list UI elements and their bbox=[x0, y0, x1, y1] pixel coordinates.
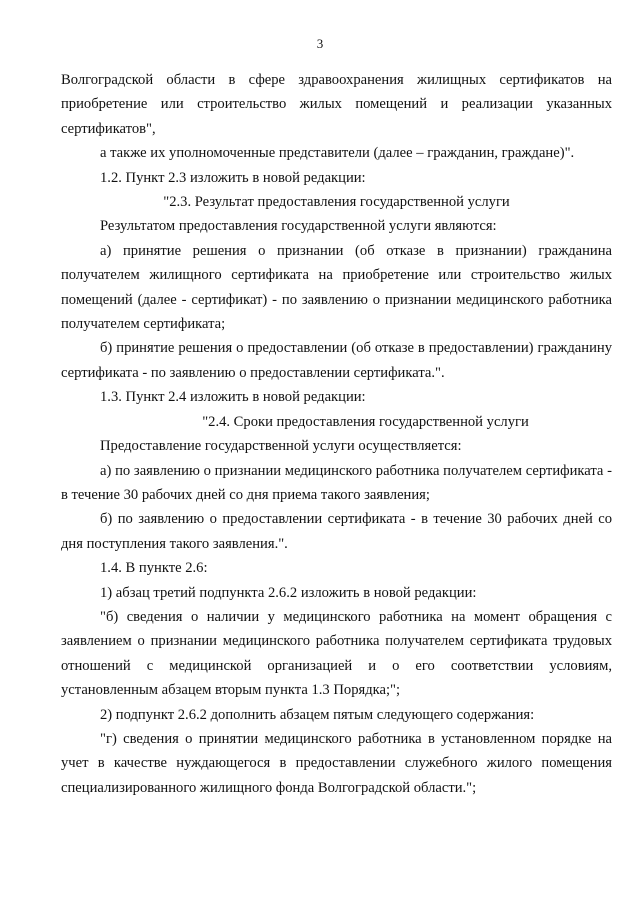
paragraph-item-1-4: 1.4. В пункте 2.6: bbox=[100, 560, 208, 577]
section-heading-2-3: "2.3. Результат предоставления государственной услуги bbox=[163, 194, 510, 211]
paragraph-item-1-2: 1.2. Пункт 2.3 изложить в новой редакции: bbox=[100, 169, 366, 186]
paragraph-subitem-2: 2) подпункт 2.6.2 дополнить абзацем пятым следующего содержания: bbox=[100, 706, 535, 723]
section-heading-2-4: "2.4. Сроки предоставления государственной услуги bbox=[202, 413, 529, 430]
page-number: 3 bbox=[316, 36, 324, 51]
paragraph-result-a: а) принятие решения о признании (об отказе в признании) гражданина получателем жилищного сертификата на приобретение или строительство жилых помещений (далее - сертификат) - по заявлению о признании медицинского работника получателем сертификата; bbox=[61, 242, 612, 333]
paragraph-result-b: б) принятие решения о предоставлении (об отказе в предоставлении) гражданину сертификата - по заявлению о предоставлении сертификата.". bbox=[61, 340, 612, 381]
paragraph-terms-intro: Предоставление государственной услуги осуществляется: bbox=[100, 438, 462, 455]
paragraph-terms-b: б) по заявлению о предоставлении сертификата - в течение 30 рабочих дней со дня поступления такого заявления.". bbox=[61, 511, 612, 552]
document-body bbox=[61, 68, 612, 800]
paragraph-quote-b: "б) сведения о наличии у медицинского работника на момент обращения с заявлением о признании медицинского работника получателем сертификата трудовых отношений с медицинской организацией и о его соответствии условиям, установленным абзацем вторым пункта 1.3 Порядка;"; bbox=[61, 608, 612, 699]
paragraph-continuation: Волгоградской области в сфере здравоохранения жилищных сертификатов на приобретение или строительство жилых помещений и реализации указанных сертификатов", bbox=[61, 72, 612, 137]
paragraph-item-1-3: 1.3. Пункт 2.4 изложить в новой редакции: bbox=[100, 389, 366, 406]
paragraph-result-intro: Результатом предоставления государственной услуги являются: bbox=[100, 218, 497, 235]
paragraph-subitem-1: 1) абзац третий подпункта 2.6.2 изложить в новой редакции: bbox=[100, 584, 477, 601]
paragraph-quote-g: "г) сведения о принятии медицинского работника в установленном порядке на учет в качестве нуждающегося в предоставлении служебного жилого помещения специализированного жилищного фонда Волгоградской области."; bbox=[61, 730, 612, 796]
paragraph-representatives: а также их уполномоченные представители (далее – гражданин, граждане)". bbox=[100, 145, 575, 162]
paragraph-terms-a: а) по заявлению о признании медицинского работника получателем сертификата - в течение 30 рабочих дней со дня приема такого заявления; bbox=[61, 462, 612, 503]
